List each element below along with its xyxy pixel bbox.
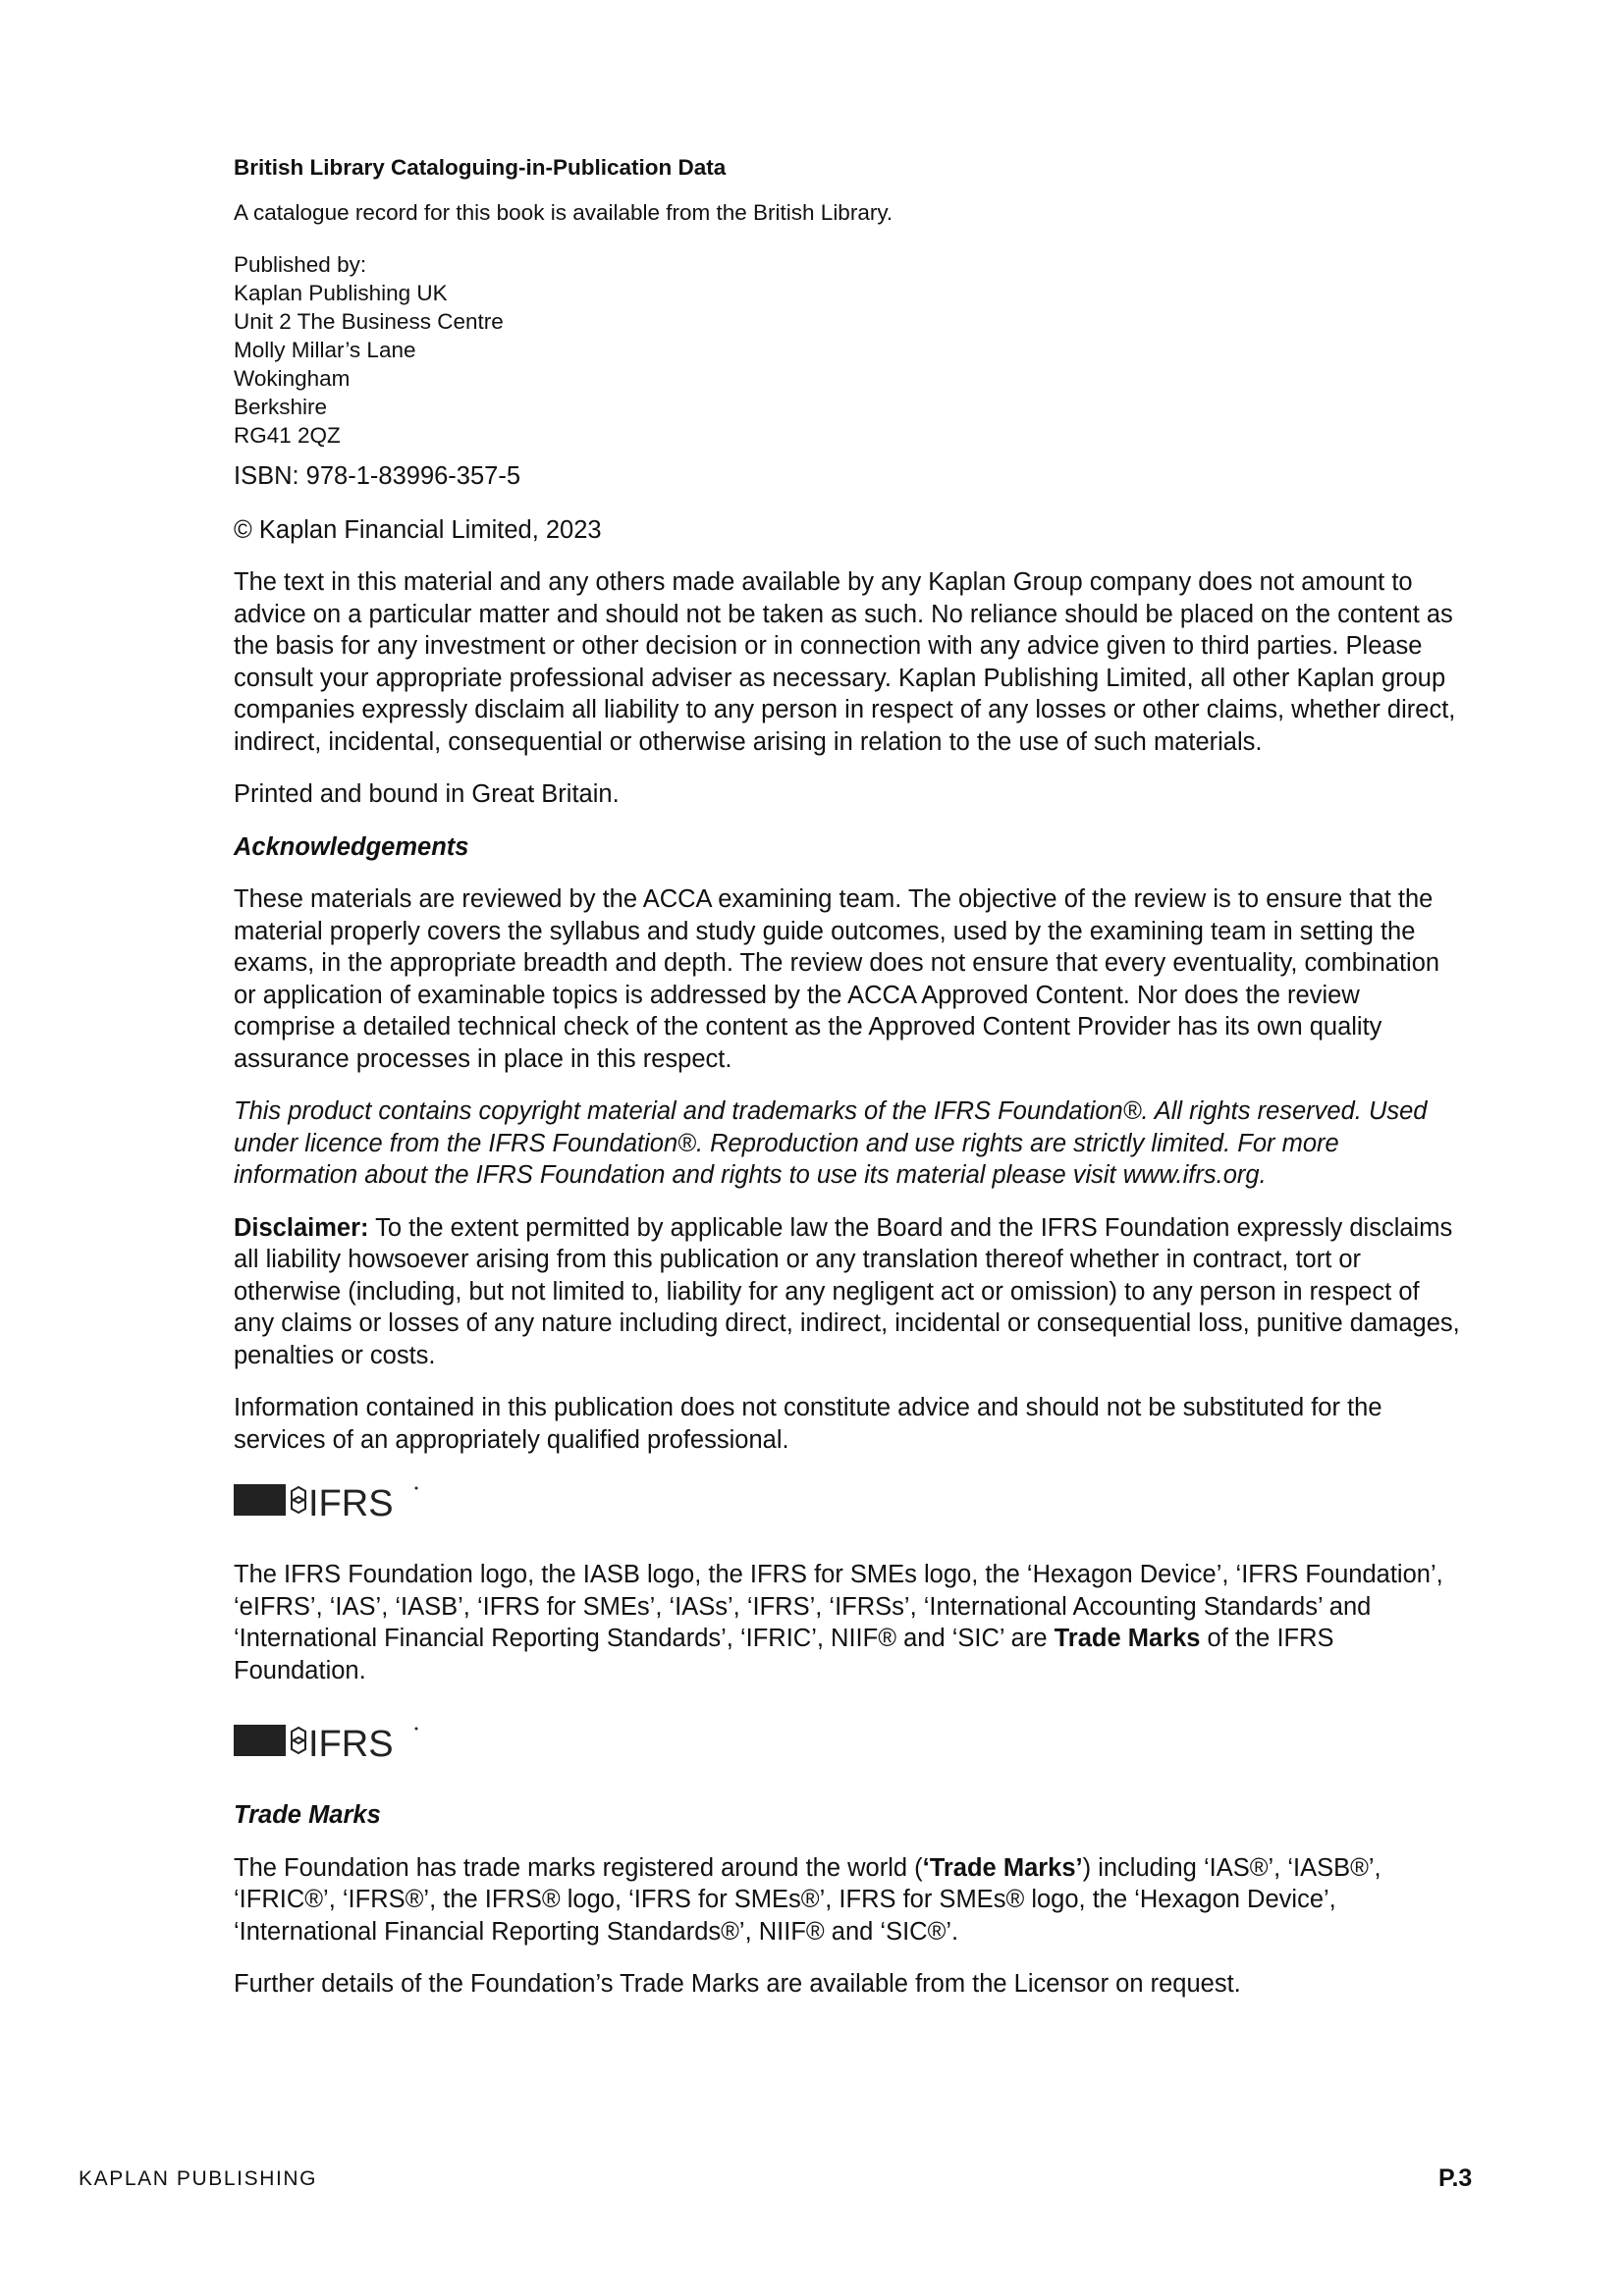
address-line: Molly Millar’s Lane — [234, 338, 416, 362]
acknowledgements-paragraph: These materials are reviewed by the ACCA examining team. The objective of the review is to ensure that the material properly covers the syllabus and study guide outcomes, used by the examining team in setting the exams, in the appropriate breadth and depth. The review does not ensure that every eventuality, combination or application of examinable topics is addressed by the ACCA Approved Content. Nor does the review comprise a detailed technical check of the content as the Approved Content Provider has its own quality assurance processes in place in this respect. — [234, 885, 1440, 1073]
ifrs-logo-graphic — [234, 1480, 420, 1520]
trade-marks-bold: ‘Trade Marks’ — [922, 1853, 1083, 1882]
ifrs-logo-text: IFRS — [308, 1483, 394, 1520]
acknowledgements-heading: Acknowledgements — [234, 832, 469, 861]
page-content — [234, 153, 1461, 2021]
ifrs-logo-second — [234, 1721, 1461, 1760]
address-line: Unit 2 The Business Centre — [234, 309, 504, 334]
legal-disclaimer-paragraph — [234, 1212, 1461, 1372]
footer-publisher: KAPLAN PUBLISHING — [79, 2167, 318, 2190]
disclaimer-label: Disclaimer: — [234, 1213, 369, 1242]
address-line: RG41 2QZ — [234, 423, 341, 448]
address-line: Kaplan Publishing UK — [234, 281, 448, 305]
trade-marks-heading: Trade Marks — [234, 1801, 381, 1829]
information-paragraph: Information contained in this publication does not constitute advice and should not be substituted for the services of an appropriately qualified professional. — [234, 1394, 1382, 1454]
isbn: ISBN: 978-1-83996-357-5 — [234, 462, 521, 490]
page-number: P.3 — [1438, 2164, 1473, 2192]
trademarks-list-paragraph — [234, 1559, 1461, 1686]
disclaimer-text: To the extent permitted by applicable law the Board and the IFRS Foundation expressly disclaims all liability howsoever arising from this publication or any translation thereof whether in contract, tort or otherwise (including, but not limited to, liability for any negligent act or omission) to any person in respect of any claims or losses of any nature including direct, indirect, incidental or consequential loss, punitive damages, penalties or costs. — [234, 1213, 1460, 1369]
cip-title: British Library Cataloguing-in-Publication Data — [234, 155, 727, 180]
ifrs-logo — [234, 1480, 1461, 1520]
publisher-address — [234, 250, 1461, 450]
trademarks-text: The IFRS Foundation logo, the IASB logo, the IFRS for SMEs logo, the ‘Hexagon Device’, ‘IFRS Foundation’, ‘eIFRS’, ‘IAS’, ‘IASB’, ‘IFRS for SMEs’, ‘IASs’, ‘IFRS’, ‘IFRSs’, ‘International Accounting Standards’ and ‘International Financial Reporting Standards’, ‘IFRIC’, NIIF® and ‘SIC’ are — [234, 1561, 1443, 1652]
copyright-notice: © Kaplan Financial Limited, 2023 — [234, 515, 602, 544]
address-line: Wokingham — [234, 366, 351, 391]
further-details-paragraph: Further details of the Foundation’s Trade Marks are available from the Licensor on request. — [234, 1970, 1241, 1998]
cip-record: A catalogue record for this book is available from the British Library. — [234, 200, 893, 225]
kaplan-disclaimer-paragraph: The text in this material and any others made available by any Kaplan Group company does not amount to advice on a particular matter and should not be taken as such. No reliance should be placed on the content as the basis for any investment or other decision or in connection with any advice given to third parties. Please consult your appropriate professional adviser as necessary. Kaplan Publishing Limited, all other Kaplan group companies expressly disclaim all liability to any person in respect of any losses or other claims, whether direct, indirect, incidental, consequential or otherwise arising in relation to the use of such materials. — [234, 568, 1456, 756]
printed-notice: Printed and bound in Great Britain. — [234, 780, 620, 808]
trademarks-text-end: of the IFRS Foundation. — [234, 1625, 1334, 1684]
address-line: Berkshire — [234, 395, 328, 419]
trade-marks-text: The Foundation has trade marks registered around the world ( — [234, 1853, 923, 1882]
ifrs-copyright-paragraph: This product contains copyright material and trademarks of the IFRS Foundation®. All rights reserved. Used under licence from the IFRS Foundation®. Reproduction and use rights are strictly limited. For more information about the IFRS Foundation and rights to use its material please visit www.ifrs.org. — [234, 1097, 1428, 1189]
published-by-label: Published by: — [234, 252, 367, 277]
trademarks-bold: Trade Marks — [1054, 1625, 1201, 1652]
trade-marks-paragraph — [234, 1852, 1461, 1949]
ifrs-logo-graphic — [234, 1721, 420, 1760]
ifrs-logo-text: IFRS — [308, 1724, 394, 1760]
trade-marks-text-end: ) including ‘IAS®’, ‘IASB®’, ‘IFRIC®’, ‘IFRS®’, the IFRS® logo, ‘IFRS for SMEs®’, IFRS for SMEs® logo, the ‘Hexagon Device’, ‘International Financial Reporting Standards®’, NIIF® and ‘SIC®’. — [234, 1853, 1381, 1946]
